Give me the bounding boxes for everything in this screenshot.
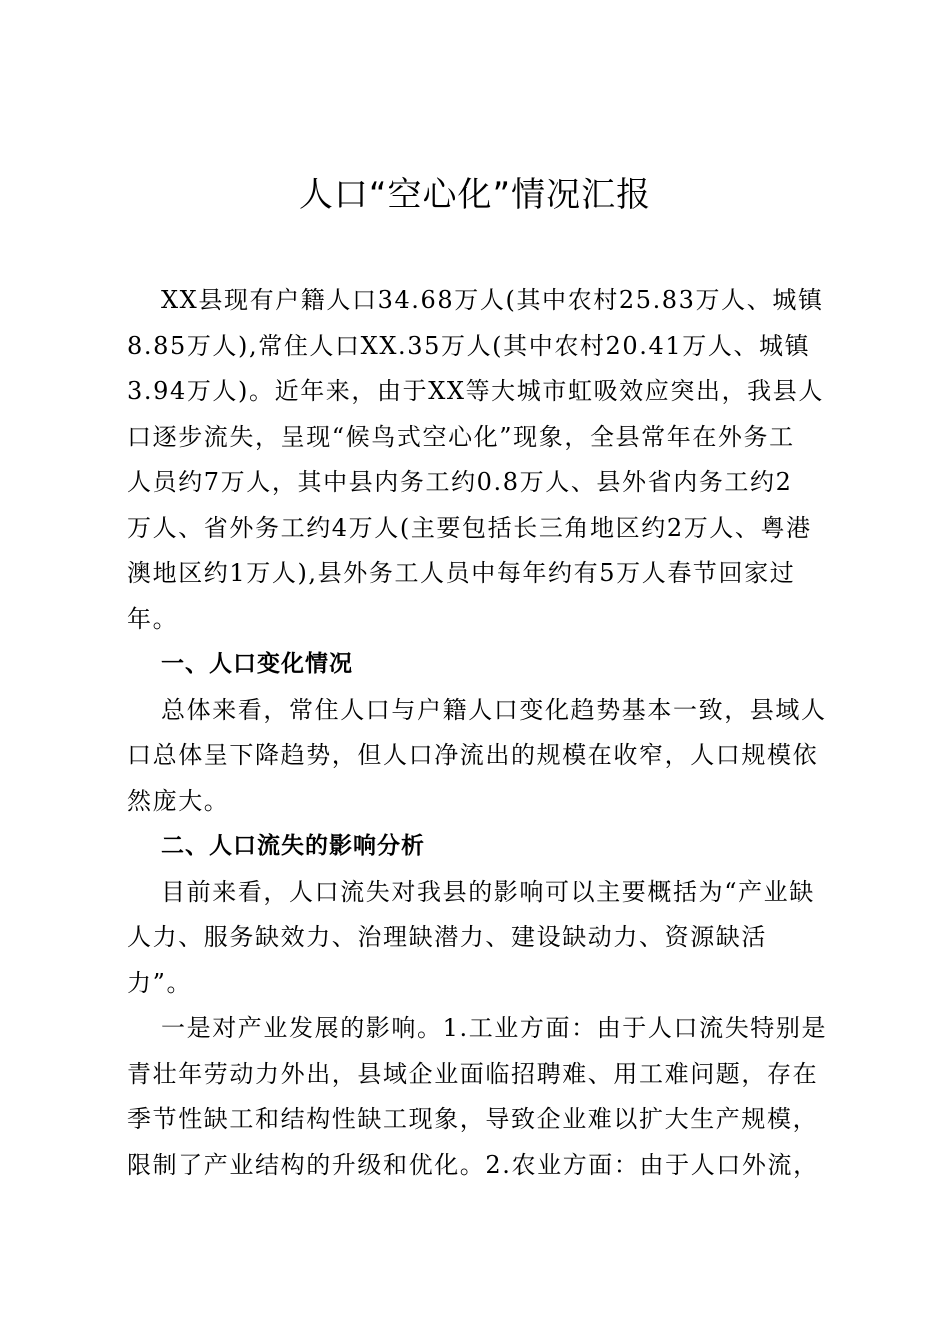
paragraph-line: 人员约7万人，其中县内务工约0.8万人、县外省内务工约2 [127,468,793,496]
section-heading-2: 二、人口流失的影响分析 [161,833,425,859]
section1-paragraph [127,688,827,825]
paragraph-line: 限制了产业结构的升级和优化。2.农业方面：由于人口外流， [127,1150,819,1179]
paragraph-line: 季节性缺工和结构性缺工现象，导致企业难以扩大生产规模， [127,1105,819,1133]
paragraph-line: 澳地区约1万人),县外务工人员中每年约有5万人春节回家过 [127,559,796,587]
section2-paragraph-1 [127,870,827,1007]
paragraph-line: 口逐步流失，呈现“候鸟式空心化”现象，全县常年在外务工 [127,422,795,451]
paragraph-line: 人力、服务缺效力、治理缺潜力、建设缺动力、资源缺活 [127,923,767,951]
paragraph-line: XX县现有户籍人口34.68万人(其中农村25.83万人、城镇 [161,286,824,314]
paragraph-line: 力”。 [127,968,193,997]
document-body [127,278,827,1188]
paragraph-line: 一是对产业发展的影响。1.工业方面：由于人口流失特别是 [161,1014,828,1042]
paragraph-line: 3.94万人)。近年来，由于XX等大城市虹吸效应突出，我县人 [127,377,824,405]
section2-paragraph-2 [127,1006,827,1188]
paragraph-line: 目前来看，人口流失对我县的影响可以主要概括为“产业缺 [161,877,815,906]
paragraph-line: 青壮年劳动力外出，县域企业面临招聘难、用工难问题，存在 [127,1059,819,1088]
paragraph-line: 年。 [127,604,179,633]
section-heading-1: 一、人口变化情况 [161,651,353,677]
paragraph-line: 8.85万人),常住人口XX.35万人(其中农村20.41万人、城镇 [127,331,811,360]
paragraph-line: 总体来看，常住人口与户籍人口变化趋势基本一致，县域人 [161,695,827,724]
document-title: 人口“空心化”情况汇报 [298,175,652,215]
paragraph-line: 口总体呈下降趋势，但人口净流出的规模在收窄，人口规模依 [127,741,819,769]
paragraph-line: 万人、省外务工约4万人(主要包括长三角地区约2万人、粤港 [127,513,812,542]
paragraph-line: 然庞大。 [127,786,230,815]
intro-paragraph [127,278,827,642]
